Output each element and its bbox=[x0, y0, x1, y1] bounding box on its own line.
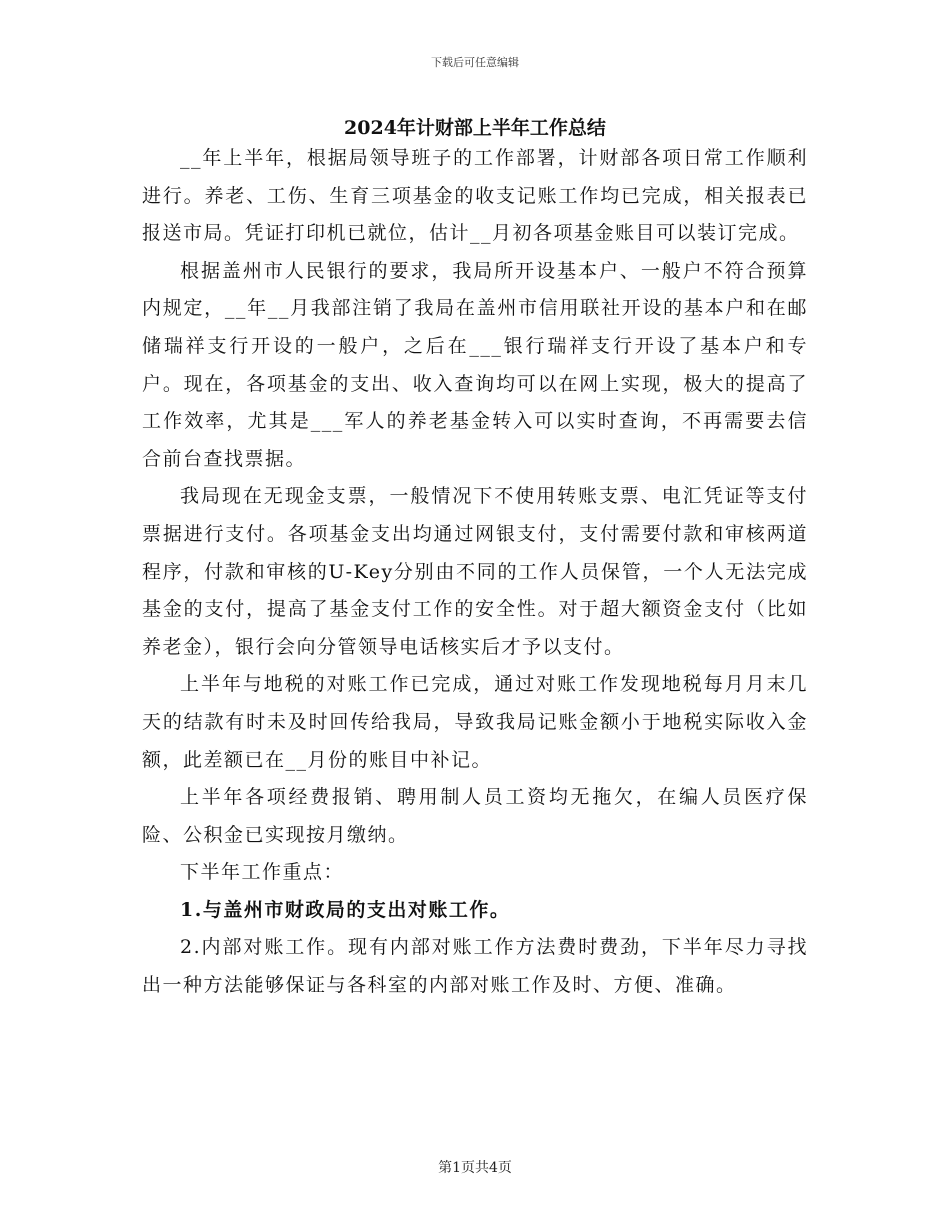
paragraph-focus-item-1: 1.与盖州市财政局的支出对账工作。 bbox=[180, 898, 511, 921]
document-body bbox=[142, 116, 808, 1005]
paragraph-focus-item-2: 2.内部对账工作。现有内部对账工作方法费时费劲，下半年尽力寻找出一种方法能够保证与各科室的内部对账工作及时、方便、准确。 bbox=[142, 936, 808, 997]
document-title: 2024年计财部上半年工作总结 bbox=[344, 117, 606, 139]
page-header-note: 下载后可任意编辑 bbox=[431, 56, 519, 69]
paragraph-overview: __年上半年，根据局领导班子的工作部署，计财部各项日常工作顺利进行。养老、工伤、生育三项基金的收支记账工作均已完成，相关报表已报送市局。凭证打印机已就位，估计__月初各项基金账目可以装订完成。 bbox=[142, 147, 808, 245]
page-number-footer: 第1页共4页 bbox=[438, 1160, 512, 1176]
paragraph-second-half-heading: 下半年工作重点： bbox=[180, 861, 345, 884]
paragraph-bank-accounts: 根据盖州市人民银行的要求，我局所开设基本户、一般户不符合预算内规定，__年__月我部注销了我局在盖州市信用联社开设的基本户和在邮储瑞祥支行开设的一般户，之后在___银行瑞祥支行开设了基本户和专户。现在，各项基金的支出、收入查询均可以在网上实现，极大的提高了工作效率，尤其是___军人的养老基金转入可以实时查询，不再需要去信合前台查找票据。 bbox=[142, 259, 808, 470]
paragraph-payment-security: 我局现在无现金支票，一般情况下不使用转账支票、电汇凭证等支付票据进行支付。各项基金支出均通过网银支付，支付需要付款和审核两道程序，付款和审核的U-Key分别由不同的工作人员保管，一个人无法完成基金的支付，提高了基金支付工作的安全性。对于超大额资金支付（比如养老金），银行会向分管领导电话核实后才予以支付。 bbox=[142, 485, 808, 658]
paragraph-tax-reconciliation: 上半年与地税的对账工作已完成，通过对账工作发现地税每月月末几天的结款有时未及时回传给我局，导致我局记账金额小于地税实际收入金额，此差额已在__月份的账目中补记。 bbox=[142, 673, 808, 771]
paragraph-expenses: 上半年各项经费报销、聘用制人员工资均无拖欠，在编人员医疗保险、公积金已实现按月缴纳。 bbox=[142, 786, 808, 846]
